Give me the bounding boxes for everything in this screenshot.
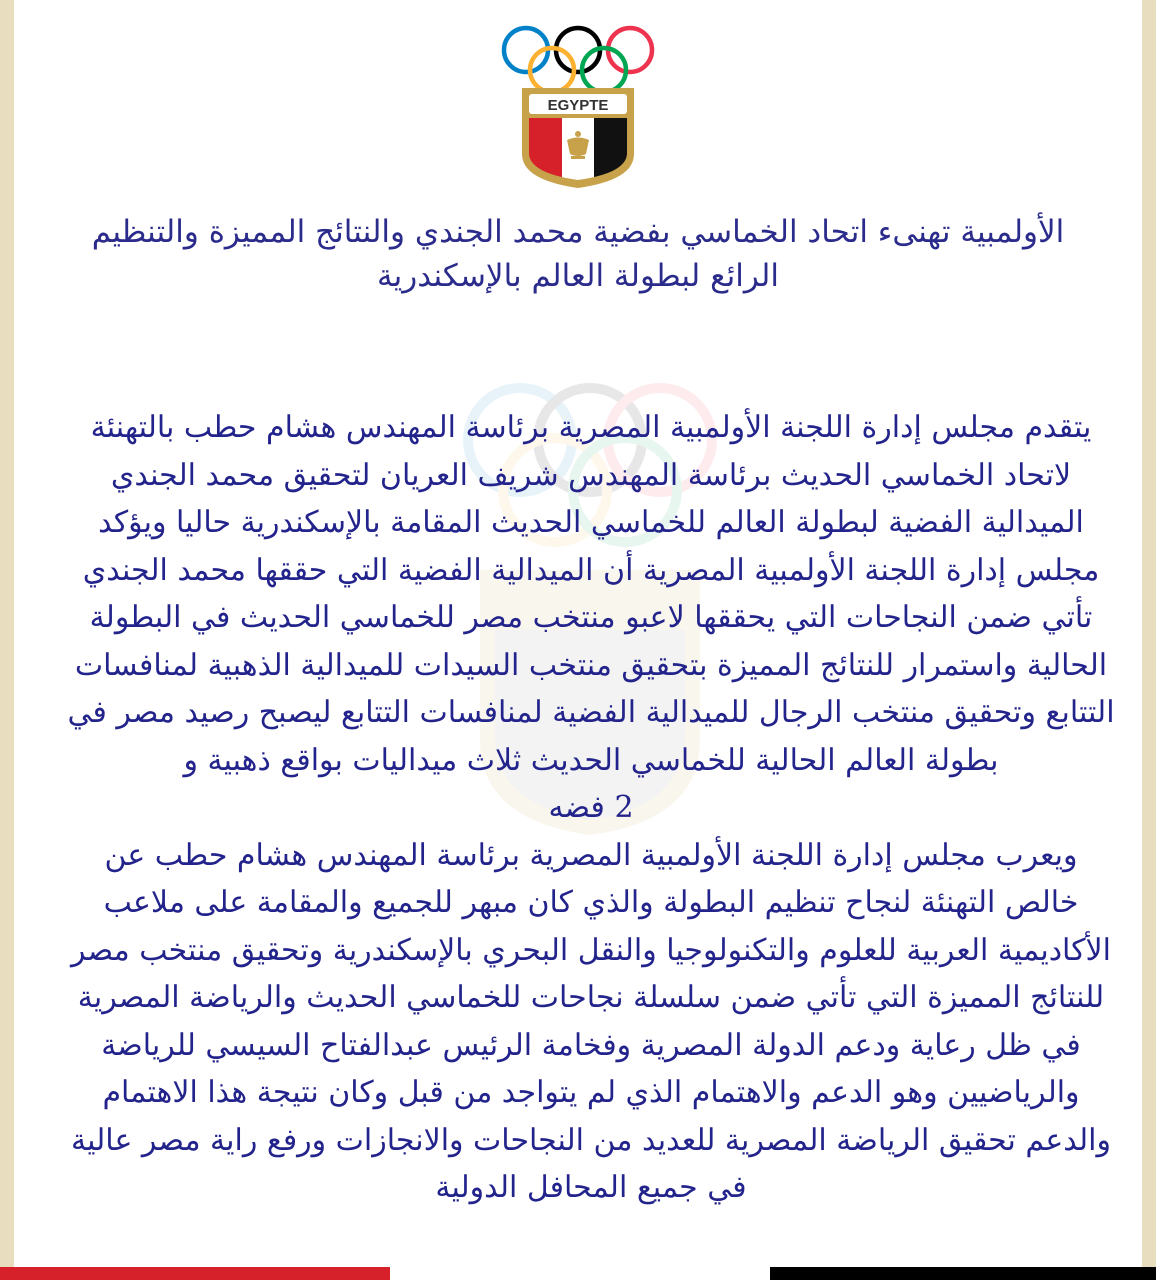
paragraph-1-text: يتقدم مجلس إدارة اللجنة الأولمبية المصرية برئاسة المهندس هشام حطب بالتهنئة لاتحاد الخماسي الحديث برئاسة المهندس شريف العريان لتحقيق محمد الجندي الميدالية الفضية لبطولة العالم للخماسي الحديث المقامة بالإسكندرية حاليا ويؤكد مجلس إدارة اللجنة الأولمبية المصرية أن الميدالية الفضية التي حققها محمد الجندي تأتي ضمن النجاحات التي يحققها لاعبو منتخب مصر للخماسي الحديث في البطولة الحالية واستمرار للنتائج المميزة بتحقيق منتخب السيدات للميدالية الذهبية لمنافسات التتابع وتحقيق منتخب الرجال للميدالية الفضية لمنافسات التتابع ليصبح رصيد مصر في بطولة العالم الحالية للخماسي الحديث ثلاث ميداليات بواقع ذهبية و (67, 410, 1115, 778)
egypt-olympic-logo (488, 22, 668, 192)
left-border-strip (0, 0, 14, 1280)
headline-line-2: الرائع لبطولة العالم بالإسكندرية (376, 258, 779, 294)
article-body (66, 404, 1116, 1212)
paragraph-1-end-number: 2 (614, 790, 634, 825)
paragraph-2: ويعرب مجلس إدارة اللجنة الأولمبية المصرية برئاسة المهندس هشام حطب عن خالص التهنئة لنجاح تنظيم البطولة والذي كان مبهر للجميع والمقامة على ملاعب الأكاديمية العربية للعلوم والتكنولوجيا والنقل البحري بالإسكندرية وتحقيق منتخب مصر للنتائج المميزة التي تأتي ضمن سلسلة نجاحات للخماسي الحديث والرياضة المصرية في ظل رعاية ودعم الدولة المصرية وفخامة الرئيس عبدالفتاح السيسي للرياضة والرياضيين وهو الدعم والاهتمام الذي لم يتواجد من قبل وكان نتيجة هذا الاهتمام والدعم تحقيق الرياضة المصرية للعديد من النجاحات والانجازات ورفع راية مصر عالية في جميع المحافل الدولية (71, 837, 1111, 1205)
paragraph-1 (66, 404, 1116, 832)
headline (70, 210, 1086, 298)
olympic-rings-icon (504, 28, 652, 92)
egypte-label: EGYPTE (547, 97, 609, 114)
right-border-strip (1142, 0, 1156, 1280)
bottom-red-bar (0, 1267, 390, 1280)
paragraph-1-end-word: فضه (548, 790, 605, 825)
bottom-black-bar (770, 1267, 1156, 1280)
headline-line-1: الأولمبية تهنىء اتحاد الخماسي بفضية محمد الجندي والنتائج المميزة والتنظيم (91, 214, 1065, 250)
egypt-shield-badge (522, 88, 634, 188)
